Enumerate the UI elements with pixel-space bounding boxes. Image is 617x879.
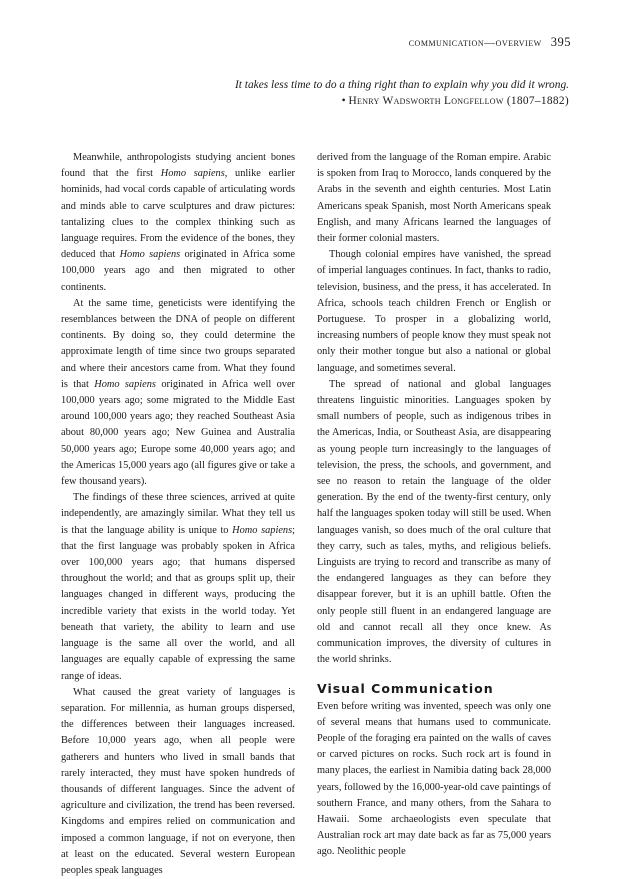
- epigraph: [229, 77, 569, 109]
- epigraph-quote: It takes less time to do a thing right than to explain why you did it wrong.: [235, 79, 569, 91]
- body-paragraph: derived from the language of the Roman empire. Arabic is spoken from Iraq to Morocco, lands conquered by the Arabs in the seventh and eighth centuries. Most Latin Americans speak Spanish, most North Americans speak English, and many Africans learned the languages of their former colonial masters.: [317, 152, 551, 245]
- body-paragraph: The findings of these three sciences, arrived at quite independently, are amazingly similar. What they tell us is that the language ability is unique to Homo sapiens; that the first language was probably spoken in Africa over 100,000 years ago; that humans dispersed throughout the world; and that as groups split up, their languages changed in different ways, producing the incredible variety that exists in the world today. Yet beneath that variety, the ability to learn and use language is the same all over the world, and all languages are equally capable of expressing the same range of ideas.: [61, 492, 295, 682]
- body-paragraph: Meanwhile, anthropologists studying ancient bones found that the first Homo sapiens, unlike earlier hominids, had vocal cords capable of articulating words and minds able to carve sculptures and draw pictures: tantalizing clues to the complex thinking such as language requires. From the evidence of the bones, they deduced that Homo sapiens originated in Africa some 100,000 years ago and then migrated to other continents.: [61, 152, 295, 293]
- section-heading: Visual Communication: [317, 680, 494, 696]
- body-paragraph: Even before writing was invented, speech was only one of several means that humans used to communicate. People of the foraging era painted on the walls of caves or carved pictures on rocks. Such rock art is found in many places, the earliest in Namibia dating back 28,000 years, followed by the 16,000-year-old cave paintings of southern France, and many others, from the Sahara to Hawaii. Some archaeologists even speculate that Australian rock art may date back as far as 75,000 years ago. Neolithic people: [317, 700, 551, 858]
- body-paragraph: Though colonial empires have vanished, the spread of imperial languages continues. In fact, thanks to radio, television, business, and the press, it has accelerated. In Africa, schools teach children French or English or Portuguese. To prosper in a globalizing world, increasing numbers of people know they must speak not only their mother tongue but also a national or global language, and sometimes several.: [317, 249, 551, 374]
- running-head: [409, 35, 571, 50]
- right-column: [317, 150, 551, 861]
- body-paragraph: At the same time, geneticists were identifying the resemblances between the DNA of people on different continents. By doing so, they could determine the approximate length of time since two groups separated and where their ancestors came from. What they found is that Homo sapiens originated in Africa well over 100,000 years ago; some migrated to the Middle East around 100,000 years ago; they reached Southeast Asia about 80,000 years ago; New Guinea and Australia 50,000 years ago; Europe some 40,000 years ago; and the Americas 15,000 years ago (all figures give or take a few thousand years).: [61, 297, 295, 488]
- body-paragraph: The spread of national and global languages threatens linguistic minorities. Languages spoken by small numbers of people, such as indigenous tribes in the Americas, India, or Southeast Asia, are disappearing as young people turn increasingly to the languages of television, the press, the schools, and government, and see no reason to retain the language of the older generation. By the end of the twenty-first century, only half the languages spoken today will still be used. When languages vanish, so does much of the oral culture that they carry, such as tales, myths, and religious beliefs. Linguists are trying to record and transcribe as many of the endangered languages as they can before they disappear forever, but it is an uphill battle. Often the only people still fluent in an endangered language are old and cannot recall all they once knew. As communication improves, the diversity of cultures in the world shrinks.: [317, 378, 551, 666]
- page-number: 395: [550, 35, 571, 49]
- epigraph-bullet: •: [341, 95, 346, 107]
- epigraph-attribution: Henry Wadsworth Longfellow (1807–1882): [348, 95, 569, 107]
- left-column: [61, 150, 295, 879]
- running-head-title: communication—overview: [408, 37, 542, 49]
- body-paragraph: What caused the great variety of languages is separation. For millennia, as human groups dispersed, the differences between their languages increased. Before 10,000 years ago, when all people were gatherers and hunters who lived in small bands that rarely interacted, they must have spoken hundreds of thousands of different languages. Since the advent of agriculture and civilization, the trend has been reversed. Kingdoms and empires relied on communication and imposed a common language, if not on everyone, then at least on the educated. Several western European peoples speak languages: [61, 686, 295, 876]
